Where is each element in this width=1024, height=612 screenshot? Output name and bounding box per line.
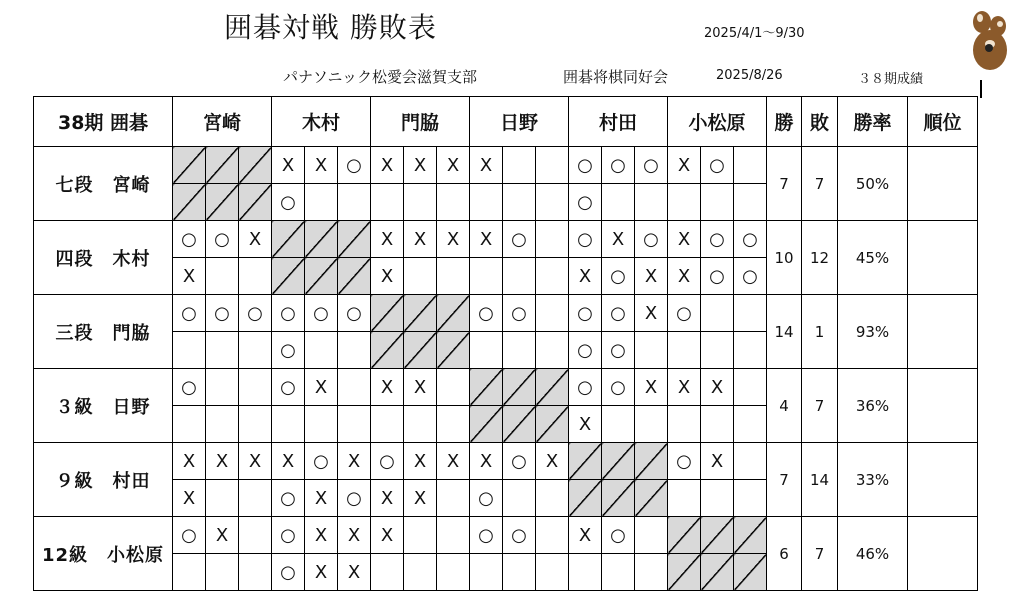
result-cell [470, 554, 503, 591]
losses-header: 敗 [802, 97, 838, 147]
result-cell [206, 332, 239, 369]
result-label: ３８期成績 [858, 72, 924, 87]
self-match-cell [635, 443, 668, 480]
result-cell [437, 369, 470, 406]
result-cell [305, 406, 338, 443]
rank-cell [908, 295, 978, 369]
result-cell [173, 332, 206, 369]
result-cell: ○ [272, 369, 305, 406]
result-cell: ○ [272, 517, 305, 554]
result-cell: X [470, 221, 503, 258]
result-cell: X [437, 443, 470, 480]
self-match-cell [272, 258, 305, 295]
result-cell [239, 406, 272, 443]
result-cell [338, 332, 371, 369]
result-cell: ○ [701, 221, 734, 258]
result-cell [536, 332, 569, 369]
result-cell: ○ [338, 147, 371, 184]
wins-cell: 7 [767, 443, 802, 517]
result-cell: X [404, 480, 437, 517]
self-match-cell [701, 517, 734, 554]
self-match-cell [668, 517, 701, 554]
rate-cell: 93% [838, 295, 908, 369]
result-cell: ○ [734, 221, 767, 258]
rank-cell [908, 369, 978, 443]
player-row [34, 443, 978, 480]
result-cell [503, 332, 536, 369]
result-cell [635, 554, 668, 591]
result-cell [734, 295, 767, 332]
player-row [34, 369, 978, 406]
result-cell [635, 184, 668, 221]
result-cell [173, 554, 206, 591]
result-cell [437, 258, 470, 295]
rate-cell: 46% [838, 517, 908, 591]
result-cell: ○ [569, 295, 602, 332]
result-cell: ○ [734, 258, 767, 295]
player-row [34, 147, 978, 184]
result-cell: X [470, 147, 503, 184]
player-name: 三段 門脇 [34, 295, 173, 369]
result-cell: ○ [305, 295, 338, 332]
result-cell: ○ [569, 332, 602, 369]
result-cell [536, 258, 569, 295]
self-match-cell [338, 221, 371, 258]
self-match-cell [503, 369, 536, 406]
result-cell: X [371, 517, 404, 554]
rank-cell [908, 517, 978, 591]
result-cell: X [668, 147, 701, 184]
result-cell [701, 480, 734, 517]
result-cell: ○ [635, 221, 668, 258]
result-cell: ○ [272, 554, 305, 591]
result-cell [206, 406, 239, 443]
result-cell: ○ [503, 295, 536, 332]
wins-cell: 6 [767, 517, 802, 591]
result-cell [173, 406, 206, 443]
losses-cell: 1 [802, 295, 838, 369]
result-cell: ○ [272, 295, 305, 332]
result-cell [536, 517, 569, 554]
result-cell: X [239, 221, 272, 258]
losses-cell: 7 [802, 147, 838, 221]
losses-cell: 14 [802, 443, 838, 517]
result-cell [470, 184, 503, 221]
result-cell: ○ [503, 517, 536, 554]
result-cell [404, 554, 437, 591]
rate-cell: 45% [838, 221, 908, 295]
result-cell [404, 517, 437, 554]
rate-cell: 36% [838, 369, 908, 443]
self-match-cell [602, 480, 635, 517]
player-name: 四段 木村 [34, 221, 173, 295]
result-cell [503, 258, 536, 295]
rank-header: 順位 [908, 97, 978, 147]
result-cell: ○ [173, 517, 206, 554]
club-name: 囲碁将棋同好会 [563, 68, 669, 86]
result-cell: X [635, 369, 668, 406]
self-match-cell [437, 295, 470, 332]
self-match-cell [470, 406, 503, 443]
result-cell [734, 147, 767, 184]
result-cell: X [371, 369, 404, 406]
result-cell: X [338, 554, 371, 591]
result-cell: ○ [173, 221, 206, 258]
result-cell [305, 184, 338, 221]
result-cell: X [206, 443, 239, 480]
result-cell: X [305, 517, 338, 554]
result-cell [338, 184, 371, 221]
opponent-header: 宮崎 [173, 97, 272, 147]
result-cell [404, 184, 437, 221]
self-match-cell [239, 147, 272, 184]
result-cell: ○ [602, 517, 635, 554]
result-cell: ○ [668, 443, 701, 480]
result-cell: ○ [701, 258, 734, 295]
result-cell: ○ [668, 295, 701, 332]
result-cell [668, 332, 701, 369]
page-title: 囲碁対戦 勝敗表 [224, 11, 437, 44]
self-match-cell [635, 480, 668, 517]
result-cell [602, 406, 635, 443]
self-match-cell [668, 554, 701, 591]
player-name: ３級 日野 [34, 369, 173, 443]
result-cell: X [602, 221, 635, 258]
opponent-header: 日野 [470, 97, 569, 147]
result-cell [239, 369, 272, 406]
result-cell [635, 332, 668, 369]
self-match-cell [305, 221, 338, 258]
self-match-cell [371, 332, 404, 369]
result-cell [701, 406, 734, 443]
result-cell [404, 258, 437, 295]
result-cell: X [239, 443, 272, 480]
result-cell: ○ [602, 369, 635, 406]
opponent-header: 小松原 [668, 97, 767, 147]
result-cell [404, 406, 437, 443]
result-cell: X [305, 147, 338, 184]
self-match-cell [503, 406, 536, 443]
self-match-cell [734, 517, 767, 554]
result-cell: ○ [206, 295, 239, 332]
result-cell [371, 406, 404, 443]
result-cell: X [404, 443, 437, 480]
result-cell [503, 184, 536, 221]
result-cell: X [305, 554, 338, 591]
rank-cell [908, 221, 978, 295]
result-cell [602, 184, 635, 221]
result-cell [272, 406, 305, 443]
self-match-cell [338, 258, 371, 295]
result-cell: ○ [701, 147, 734, 184]
result-cell [734, 406, 767, 443]
result-cell: X [338, 517, 371, 554]
self-match-cell [734, 554, 767, 591]
result-cell [437, 406, 470, 443]
result-cell: ○ [173, 369, 206, 406]
header-row [34, 97, 978, 147]
result-cell [635, 517, 668, 554]
result-cell: X [173, 480, 206, 517]
result-cell [635, 406, 668, 443]
result-cell: X [371, 147, 404, 184]
result-cell: ○ [569, 221, 602, 258]
result-cell: ○ [272, 332, 305, 369]
logo-divider [980, 80, 982, 98]
result-cell: ○ [602, 295, 635, 332]
result-cell: ○ [371, 443, 404, 480]
result-cell: X [173, 443, 206, 480]
subtitle-row [0, 66, 1024, 88]
result-cell [338, 369, 371, 406]
result-cell: X [569, 258, 602, 295]
result-cell [437, 517, 470, 554]
result-cell [668, 184, 701, 221]
result-cell: X [437, 147, 470, 184]
result-cell: X [668, 258, 701, 295]
result-cell [470, 258, 503, 295]
result-cell: X [701, 443, 734, 480]
result-cell [569, 554, 602, 591]
opponent-header: 村田 [569, 97, 668, 147]
opponent-header: 門脇 [371, 97, 470, 147]
self-match-cell [404, 332, 437, 369]
result-cell: X [206, 517, 239, 554]
result-cell: ○ [173, 295, 206, 332]
result-cell: ○ [206, 221, 239, 258]
results-table [33, 96, 978, 591]
result-cell [734, 184, 767, 221]
wins-cell: 10 [767, 221, 802, 295]
self-match-cell [536, 369, 569, 406]
result-cell: ○ [569, 147, 602, 184]
result-cell [701, 295, 734, 332]
result-cell [437, 184, 470, 221]
result-cell [701, 332, 734, 369]
result-cell [536, 221, 569, 258]
report-date: 2025/8/26 [716, 68, 783, 83]
result-cell: X [371, 480, 404, 517]
result-cell: X [437, 221, 470, 258]
corner-label: 38期 囲碁 [34, 97, 173, 147]
result-cell [206, 480, 239, 517]
result-cell: ○ [470, 295, 503, 332]
result-cell [734, 369, 767, 406]
result-cell: X [404, 147, 437, 184]
result-cell: X [635, 258, 668, 295]
result-cell: ○ [470, 517, 503, 554]
result-cell: ○ [239, 295, 272, 332]
go-stones-logo-icon [962, 4, 1018, 76]
self-match-cell [536, 406, 569, 443]
result-cell [371, 554, 404, 591]
result-cell [437, 554, 470, 591]
result-cell: ○ [338, 480, 371, 517]
result-cell: X [338, 443, 371, 480]
self-match-cell [173, 184, 206, 221]
player-row [34, 517, 978, 554]
result-cell: X [569, 517, 602, 554]
result-cell: X [173, 258, 206, 295]
result-cell [536, 184, 569, 221]
result-cell [734, 443, 767, 480]
self-match-cell [569, 480, 602, 517]
result-cell [668, 406, 701, 443]
losses-cell: 7 [802, 369, 838, 443]
result-cell [701, 184, 734, 221]
rank-cell [908, 443, 978, 517]
result-cell [503, 554, 536, 591]
self-match-cell [701, 554, 734, 591]
self-match-cell [371, 295, 404, 332]
result-cell: ○ [602, 147, 635, 184]
result-cell: X [470, 443, 503, 480]
result-cell [206, 258, 239, 295]
result-cell [239, 480, 272, 517]
result-cell [206, 369, 239, 406]
result-cell: ○ [338, 295, 371, 332]
period-range: 2025/4/1～9/30 [704, 26, 805, 41]
result-cell [536, 295, 569, 332]
result-cell [305, 332, 338, 369]
self-match-cell [239, 184, 272, 221]
result-cell [437, 480, 470, 517]
result-cell [239, 517, 272, 554]
self-match-cell [437, 332, 470, 369]
result-cell: ○ [305, 443, 338, 480]
wins-header: 勝 [767, 97, 802, 147]
result-cell: ○ [602, 258, 635, 295]
wins-cell: 14 [767, 295, 802, 369]
self-match-cell [470, 369, 503, 406]
result-cell: X [635, 295, 668, 332]
result-cell: X [371, 221, 404, 258]
losses-cell: 12 [802, 221, 838, 295]
player-name: ９級 村田 [34, 443, 173, 517]
result-cell: ○ [602, 332, 635, 369]
result-cell [536, 480, 569, 517]
result-cell [239, 554, 272, 591]
self-match-cell [173, 147, 206, 184]
result-cell: ○ [272, 184, 305, 221]
self-match-cell [206, 184, 239, 221]
result-cell: ○ [569, 369, 602, 406]
wins-cell: 7 [767, 147, 802, 221]
result-cell [206, 554, 239, 591]
result-cell [536, 554, 569, 591]
result-cell: X [668, 369, 701, 406]
result-cell: X [371, 258, 404, 295]
result-cell: X [305, 369, 338, 406]
result-cell [503, 147, 536, 184]
player-row [34, 221, 978, 258]
result-cell: ○ [503, 443, 536, 480]
result-cell: ○ [635, 147, 668, 184]
result-cell [734, 480, 767, 517]
result-cell [239, 258, 272, 295]
result-cell [668, 480, 701, 517]
losses-cell: 7 [802, 517, 838, 591]
result-cell [503, 480, 536, 517]
result-cell: X [701, 369, 734, 406]
result-cell [470, 332, 503, 369]
player-name: 七段 宮崎 [34, 147, 173, 221]
result-cell: ○ [503, 221, 536, 258]
result-cell: X [305, 480, 338, 517]
rate-cell: 33% [838, 443, 908, 517]
opponent-header: 木村 [272, 97, 371, 147]
rate-cell: 50% [838, 147, 908, 221]
result-cell: ○ [569, 184, 602, 221]
self-match-cell [272, 221, 305, 258]
result-cell: X [404, 369, 437, 406]
wins-cell: 4 [767, 369, 802, 443]
result-cell: X [569, 406, 602, 443]
self-match-cell [569, 443, 602, 480]
result-cell [536, 147, 569, 184]
result-cell [602, 554, 635, 591]
result-cell [239, 332, 272, 369]
self-match-cell [404, 295, 437, 332]
result-cell: X [536, 443, 569, 480]
result-cell: ○ [470, 480, 503, 517]
result-cell: X [404, 221, 437, 258]
result-cell [734, 332, 767, 369]
player-name: 12級 小松原 [34, 517, 173, 591]
self-match-cell [206, 147, 239, 184]
player-row [34, 295, 978, 332]
rate-header: 勝率 [838, 97, 908, 147]
result-cell: X [668, 221, 701, 258]
self-match-cell [602, 443, 635, 480]
self-match-cell [305, 258, 338, 295]
result-cell: X [272, 147, 305, 184]
result-cell: ○ [272, 480, 305, 517]
result-cell: X [272, 443, 305, 480]
result-cell [371, 184, 404, 221]
organization-name: パナソニック松愛会滋賀支部 [283, 68, 477, 86]
rank-cell [908, 147, 978, 221]
result-cell [338, 406, 371, 443]
